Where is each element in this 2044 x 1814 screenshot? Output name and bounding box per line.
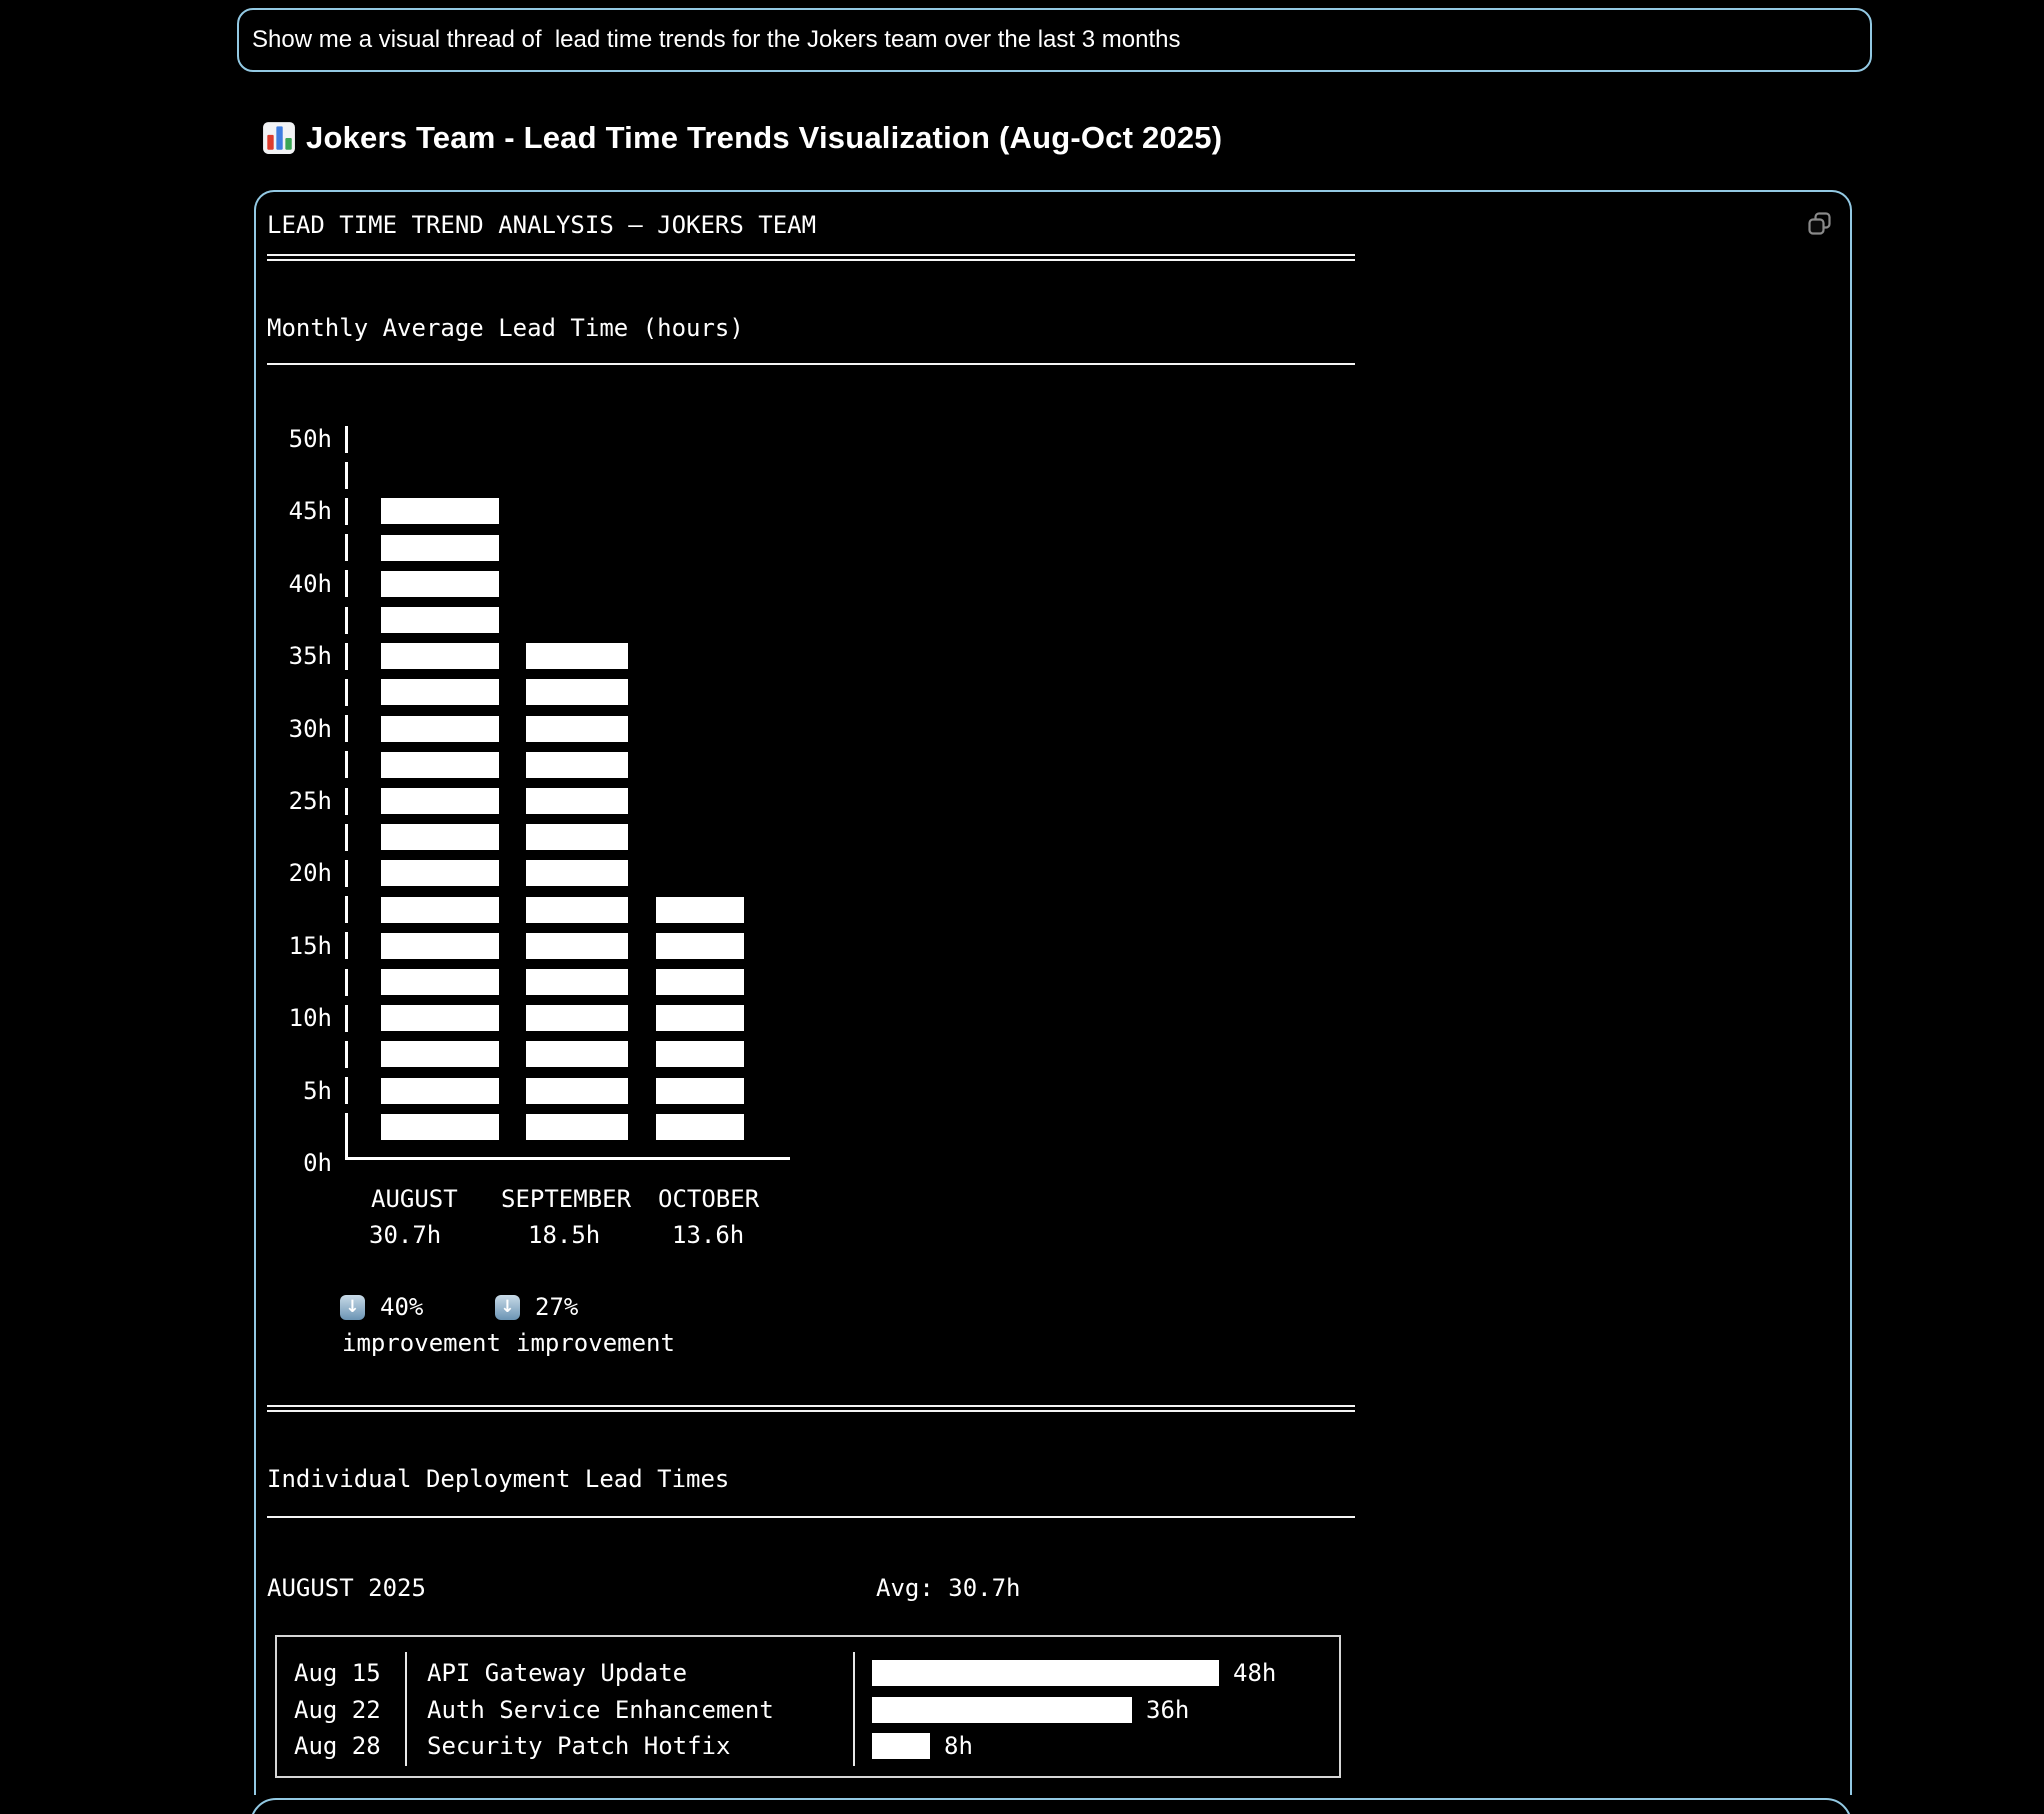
y-axis-tick — [345, 751, 348, 778]
deployment-hours-label: 48h — [1233, 1659, 1277, 1687]
bar-block-august — [381, 969, 499, 995]
bar-block-september — [526, 679, 628, 705]
bar-block-october — [656, 969, 744, 995]
deployment-bar — [872, 1733, 930, 1759]
bar-block-october — [656, 1078, 744, 1104]
y-axis-tick — [345, 969, 348, 996]
deployment-bar — [872, 1697, 1132, 1723]
improvement-badge-1 — [340, 1289, 423, 1325]
down-arrow-icon: ↓ — [495, 1295, 520, 1320]
bar-block-august — [381, 752, 499, 778]
bar-block-august — [381, 1078, 499, 1104]
improvement-label-1: improvement — [342, 1329, 501, 1357]
code-block-title: LEAD TIME TREND ANALYSIS — JOKERS TEAM — [267, 211, 817, 239]
down-arrow-icon: ↓ — [340, 1295, 365, 1320]
y-axis-tick — [345, 534, 348, 561]
x-axis-line — [345, 1157, 790, 1160]
deployment-task: API Gateway Update — [427, 1659, 688, 1687]
page-title — [262, 120, 1222, 156]
y-axis-tick — [345, 498, 348, 525]
bar-block-august — [381, 498, 499, 524]
deployment-task: Auth Service Enhancement — [427, 1696, 774, 1724]
prompt-text: Show me a visual thread of lead time trends for the Jokers team over the last 3 months — [252, 26, 1181, 53]
bar-block-august — [381, 1114, 499, 1140]
copy-icon[interactable] — [1806, 210, 1834, 238]
bar-block-september — [526, 1078, 628, 1104]
bar-block-september — [526, 860, 628, 886]
y-axis-label: 15h — [288, 931, 332, 960]
bar-block-august — [381, 679, 499, 705]
bar-block-september — [526, 752, 628, 778]
next-panel — [250, 1798, 1852, 1814]
deployment-date: Aug 15 — [294, 1659, 381, 1687]
table-column-separator — [853, 1652, 855, 1766]
y-axis-tick — [345, 1077, 348, 1104]
bar-block-august — [381, 535, 499, 561]
y-axis-tick — [345, 643, 348, 670]
y-axis-label: 45h — [288, 497, 332, 526]
bar-block-september — [526, 1041, 628, 1067]
deployment-task: Security Patch Hotfix — [427, 1732, 731, 1760]
bar-block-august — [381, 933, 499, 959]
bar-block-september — [526, 969, 628, 995]
y-axis-tick — [345, 679, 348, 706]
bar-block-october — [656, 1041, 744, 1067]
bar-block-august — [381, 716, 499, 742]
y-axis-label: 0h — [303, 1149, 332, 1177]
deployment-date: Aug 28 — [294, 1732, 381, 1760]
bar-block-september — [526, 1114, 628, 1140]
improvement-pct-1: 40% — [380, 1293, 424, 1321]
prompt-input[interactable] — [237, 8, 1872, 72]
table-column-separator — [405, 1652, 407, 1766]
separator-single — [267, 1516, 1355, 1518]
month-value-label: 18.5h — [528, 1221, 601, 1249]
y-axis-tick — [345, 570, 348, 597]
deployment-avg-label: Avg: 30.7h — [876, 1574, 1021, 1602]
deployment-bar — [872, 1660, 1219, 1686]
separator-double — [267, 1405, 1355, 1412]
deployment-date: Aug 22 — [294, 1696, 381, 1724]
y-axis-tick — [345, 715, 348, 742]
month-label: OCTOBER — [658, 1185, 760, 1213]
y-axis-label: 35h — [288, 642, 332, 671]
bar-block-september — [526, 933, 628, 959]
code-block — [254, 190, 1852, 1795]
bar-block-august — [381, 824, 499, 850]
deployment-hours-label: 36h — [1146, 1696, 1190, 1724]
y-axis-tick — [345, 932, 348, 959]
bar-block-august — [381, 643, 499, 669]
month-value-label: 30.7h — [369, 1221, 442, 1249]
bar-block-august — [381, 1041, 499, 1067]
improvement-badge-2 — [495, 1289, 578, 1325]
y-axis-tick — [345, 1041, 348, 1068]
y-axis-label: 20h — [288, 859, 332, 888]
y-axis-tick — [345, 607, 348, 634]
y-axis-tick — [345, 860, 348, 887]
bar-block-august — [381, 571, 499, 597]
y-axis-label: 40h — [288, 569, 332, 598]
section-title-deployments: Individual Deployment Lead Times — [267, 1465, 730, 1493]
y-axis-tick — [345, 788, 348, 815]
y-axis-tick — [345, 1005, 348, 1032]
y-axis-tick — [345, 1113, 348, 1140]
bar-block-september — [526, 788, 628, 814]
bar-block-october — [656, 1005, 744, 1031]
y-axis-label: 25h — [288, 787, 332, 815]
bar-block-september — [526, 716, 628, 742]
y-axis-label: 30h — [288, 714, 332, 743]
y-axis-tick — [345, 896, 348, 923]
y-axis-tick — [345, 462, 348, 489]
bar-block-august — [381, 897, 499, 923]
y-axis-corner — [345, 1138, 348, 1159]
improvement-label-2: improvement — [516, 1329, 675, 1357]
y-axis-label: 5h — [303, 1076, 332, 1105]
y-axis-label: 50h — [288, 425, 332, 453]
bar-chart-icon — [262, 121, 296, 155]
deployment-hours-label: 8h — [944, 1732, 973, 1760]
bar-block-october — [656, 1114, 744, 1140]
y-axis-tick — [345, 824, 348, 851]
page-title-text: Jokers Team - Lead Time Trends Visualization (Aug-Oct 2025) — [306, 120, 1223, 155]
month-label: SEPTEMBER — [501, 1185, 632, 1213]
separator-single — [267, 363, 1355, 365]
bar-block-october — [656, 897, 744, 923]
bar-block-august — [381, 788, 499, 814]
bar-block-september — [526, 824, 628, 850]
month-label: AUGUST — [371, 1185, 458, 1213]
bar-block-october — [656, 933, 744, 959]
improvement-pct-2: 27% — [535, 1293, 579, 1321]
bar-block-september — [526, 897, 628, 923]
section-title-monthly: Monthly Average Lead Time (hours) — [267, 314, 744, 342]
bar-block-september — [526, 643, 628, 669]
separator-double — [267, 254, 1355, 261]
bar-block-september — [526, 1005, 628, 1031]
bar-block-august — [381, 1005, 499, 1031]
y-axis-label: 10h — [288, 1004, 332, 1033]
bar-block-august — [381, 860, 499, 886]
bar-block-august — [381, 607, 499, 633]
month-value-label: 13.6h — [672, 1221, 745, 1249]
y-axis-tick — [345, 426, 348, 453]
deployment-month-label: AUGUST 2025 — [267, 1574, 426, 1602]
